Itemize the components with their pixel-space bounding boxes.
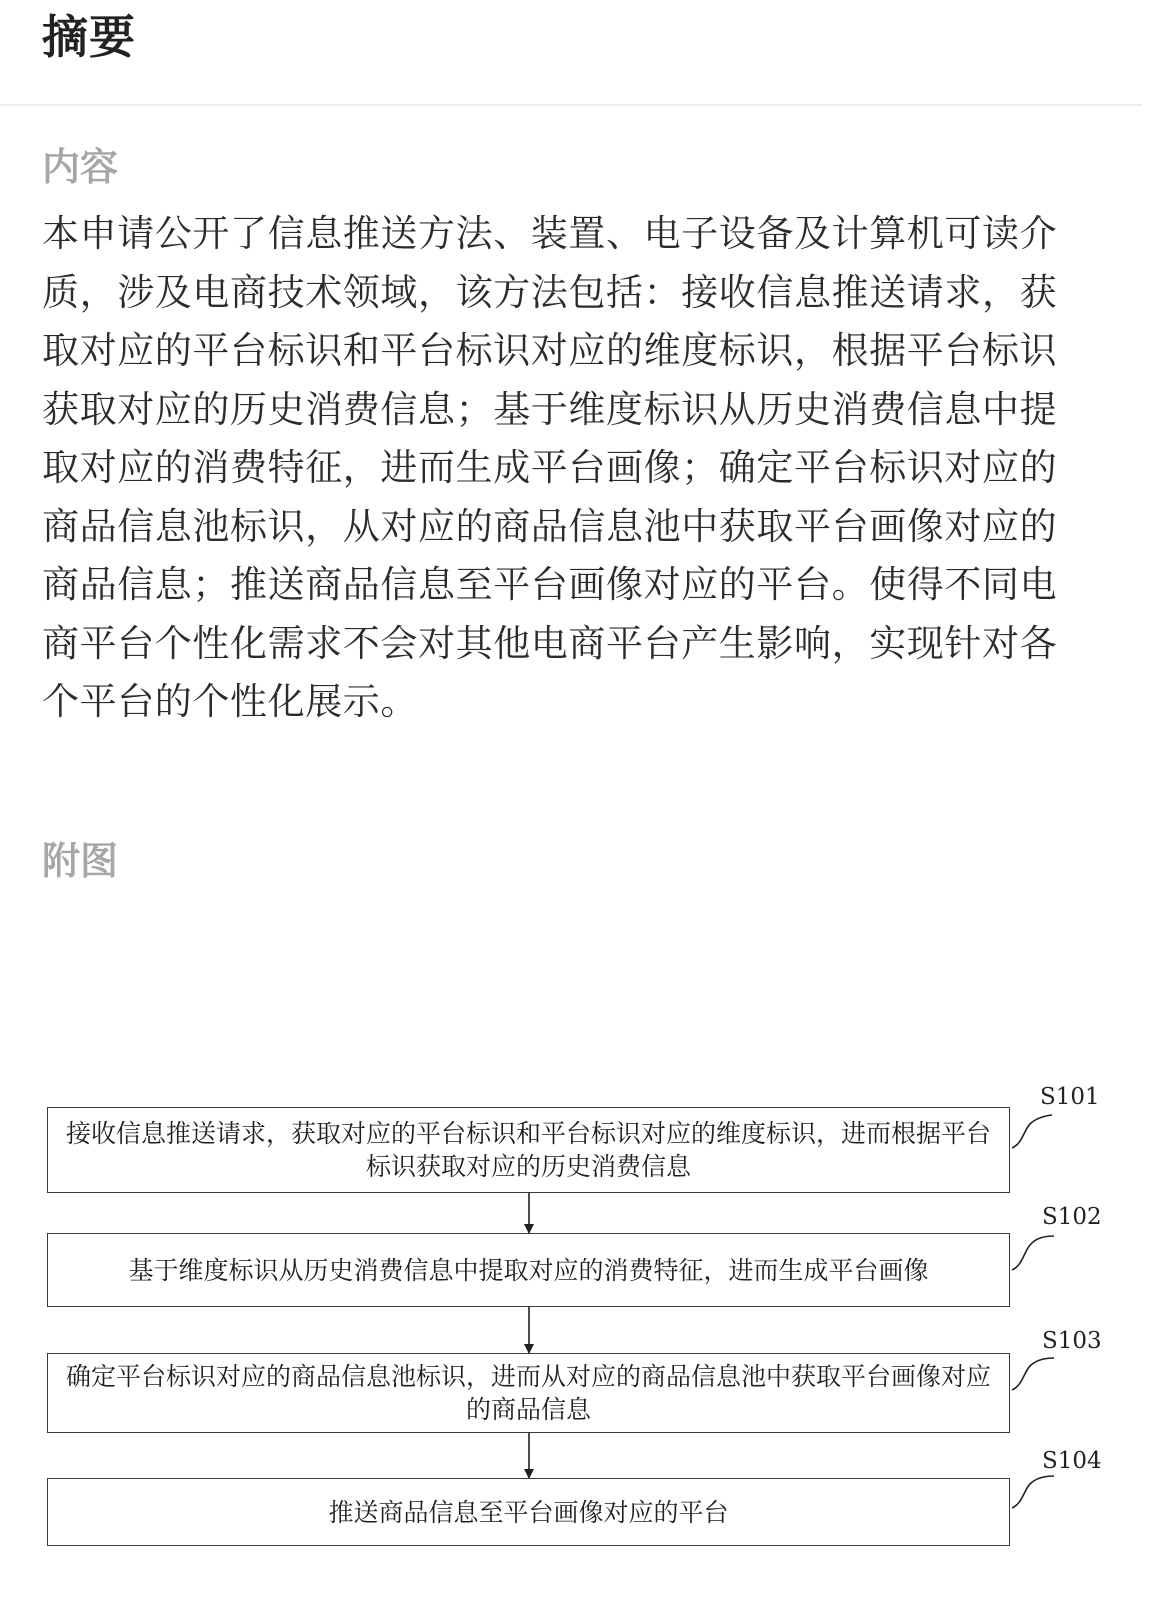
abstract-text: 本申请公开了信息推送方法、装置、电子设备及计算机可读介质，涉及电商技术领域，该方法包括：接收信息推送请求，获取对应的平台标识和平台标识对应的维度标识，根据平台标识获取对应的历史消费信息；基于维度标识从历史消费信息中提取对应的消费特征，进而生成平台画像；确定平台标识对应的商品信息池标识，从对应的商品信息池中获取平台画像对应的商品信息；推送商品信息至平台画像对应的平台。使得不同电商平台个性化需求不会对其他电商平台产生影响，实现针对各个平台的个性化展示。: [42, 212, 1058, 723]
figure-section-label: 附图: [42, 839, 119, 883]
flow-step-box: [47, 1478, 1010, 1546]
header-divider: [0, 104, 1142, 106]
flowchart-figure: [0, 1070, 1142, 1606]
page-title: 摘要: [42, 10, 136, 64]
content-section-label: 内容: [42, 145, 119, 189]
flow-step-text: 基于维度标识从历史消费信息中提取对应的消费特征，进而生成平台画像: [128, 1255, 929, 1285]
leader-s102: [1012, 1236, 1054, 1270]
flow-step-text: 推送商品信息至平台画像对应的平台: [328, 1497, 729, 1527]
flow-step-id: S103: [1042, 1328, 1102, 1354]
flow-step-id: S101: [1040, 1084, 1100, 1110]
leader-s103: [1012, 1358, 1054, 1390]
flow-step-id: S104: [1042, 1448, 1102, 1474]
leader-s101: [1012, 1115, 1052, 1148]
flow-step-id: S102: [1042, 1204, 1102, 1230]
leader-s104: [1012, 1476, 1054, 1508]
flow-step-text: 确定平台标识对应的商品信息池标识，进而从对应的商品信息池中获取平台画像对应的商品信息: [65, 1362, 991, 1424]
flow-step-box: [47, 1233, 1010, 1307]
flow-step-text: 接收信息推送请求，获取对应的平台标识和平台标识对应的维度标识，进而根据平台标识获取对应的历史消费信息: [65, 1119, 991, 1181]
flow-step-box: [47, 1353, 1010, 1433]
flow-step-box: [47, 1107, 1010, 1193]
